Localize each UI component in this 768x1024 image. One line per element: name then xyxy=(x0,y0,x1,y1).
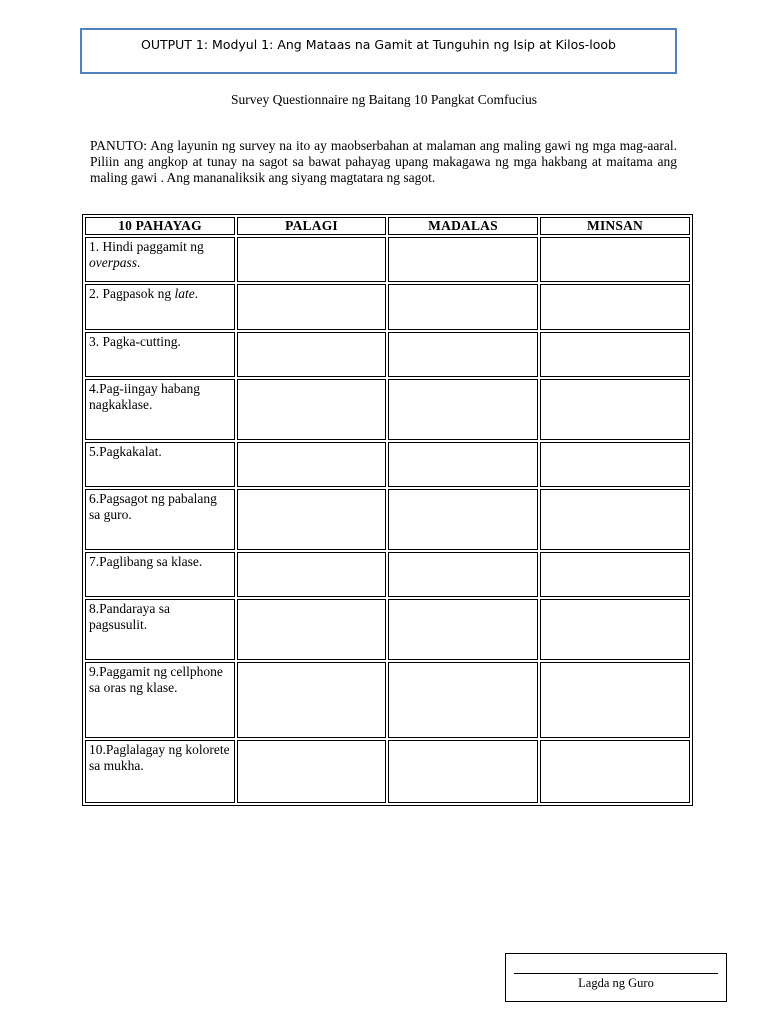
table-header-row xyxy=(85,217,690,235)
palagi-answer-cell[interactable] xyxy=(237,662,386,738)
madalas-answer-cell[interactable] xyxy=(388,332,538,377)
minsan-answer-cell[interactable] xyxy=(540,662,690,738)
statement-italic-text: late xyxy=(174,286,195,302)
statement-cell xyxy=(85,332,235,377)
madalas-answer-cell[interactable] xyxy=(388,442,538,487)
table-row xyxy=(85,662,690,738)
madalas-answer-cell[interactable] xyxy=(388,284,538,329)
signature-box xyxy=(505,953,727,1002)
statement-text: 6.Pagsagot ng pabalang sa guro. xyxy=(89,491,217,523)
statement-text: . xyxy=(137,255,141,270)
table-row xyxy=(85,284,690,329)
table-row xyxy=(85,332,690,377)
signature-line xyxy=(514,973,718,974)
palagi-answer-cell[interactable] xyxy=(237,237,386,282)
minsan-answer-cell[interactable] xyxy=(540,740,690,803)
header-palagi: PALAGI xyxy=(237,217,386,235)
table-row xyxy=(85,489,690,550)
survey-table xyxy=(82,214,693,806)
statement-cell xyxy=(85,284,235,329)
minsan-answer-cell[interactable] xyxy=(540,599,690,660)
madalas-answer-cell[interactable] xyxy=(388,552,538,597)
header-madalas: MADALAS xyxy=(388,217,538,235)
header-title: OUTPUT 1: Modyul 1: Ang Mataas na Gamit at Tunguhin ng Isip at Kilos-loob xyxy=(140,37,616,52)
statement-cell xyxy=(85,379,235,440)
madalas-answer-cell[interactable] xyxy=(388,740,538,803)
table-row xyxy=(85,552,690,597)
statement-text: . xyxy=(194,286,199,302)
statement-cell xyxy=(85,662,235,738)
minsan-answer-cell[interactable] xyxy=(540,284,690,329)
statement-text: 2. Pagpasok ng xyxy=(89,286,175,302)
minsan-answer-cell[interactable] xyxy=(540,237,690,282)
minsan-answer-cell[interactable] xyxy=(540,379,690,440)
palagi-answer-cell[interactable] xyxy=(237,740,386,803)
header-pahayag: 10 PAHAYAG xyxy=(85,217,235,235)
palagi-answer-cell[interactable] xyxy=(237,332,386,377)
madalas-answer-cell[interactable] xyxy=(388,662,538,738)
statement-text: 8.Pandaraya sa pagsusulit. xyxy=(89,601,170,633)
statement-text: 10.Paglalagay ng kolorete sa mukha. xyxy=(89,742,230,774)
minsan-answer-cell[interactable] xyxy=(540,332,690,377)
statement-text: 4.Pag-iingay habang nagkaklase. xyxy=(89,380,200,412)
survey-title: Survey Questionnaire ng Baitang 10 Pangkat Comfucius xyxy=(231,92,537,107)
statement-text: 5.Pagkakalat. xyxy=(89,443,162,459)
statement-cell xyxy=(85,237,235,282)
statement-cell xyxy=(85,442,235,487)
madalas-answer-cell[interactable] xyxy=(388,599,538,660)
statement-cell xyxy=(85,552,235,597)
statement-text: 1. Hindi paggamit ng xyxy=(89,239,204,254)
table-row xyxy=(85,442,690,487)
statement-text: 9.Paggamit ng cellphone sa oras ng klase. xyxy=(89,663,223,695)
statement-italic-text: overpass xyxy=(89,255,137,270)
table-row xyxy=(85,379,690,440)
table-row xyxy=(85,237,690,282)
palagi-answer-cell[interactable] xyxy=(237,599,386,660)
table-body xyxy=(85,237,690,803)
madalas-answer-cell[interactable] xyxy=(388,237,538,282)
statement-cell xyxy=(85,489,235,550)
minsan-answer-cell[interactable] xyxy=(540,442,690,487)
header-minsan: MINSAN xyxy=(540,217,690,235)
palagi-answer-cell[interactable] xyxy=(237,379,386,440)
statement-cell xyxy=(85,740,235,803)
statement-text: 3. Pagka-cutting. xyxy=(89,333,181,349)
palagi-answer-cell[interactable] xyxy=(237,552,386,597)
madalas-answer-cell[interactable] xyxy=(388,489,538,550)
palagi-answer-cell[interactable] xyxy=(237,442,386,487)
instructions-paragraph: PANUTO: Ang layunin ng survey na ito ay maobserbahan at malaman ang maling gawi ng mga mag-aaral. Piliin ang angkop at tunay na sagot sa bawat pahayag upang makagawa ng mga hakbang at maitama ang maling gawi . Ang mananaliksik ang siyang magtatara ng sagot. xyxy=(90,138,677,186)
minsan-answer-cell[interactable] xyxy=(540,489,690,550)
madalas-answer-cell[interactable] xyxy=(388,379,538,440)
signature-label: Lagda ng Guro xyxy=(578,976,654,990)
palagi-answer-cell[interactable] xyxy=(237,489,386,550)
table-row xyxy=(85,740,690,803)
palagi-answer-cell[interactable] xyxy=(237,284,386,329)
statement-text: 7.Paglibang sa klase. xyxy=(89,553,203,569)
table-row xyxy=(85,599,690,660)
minsan-answer-cell[interactable] xyxy=(540,552,690,597)
statement-cell xyxy=(85,599,235,660)
header-box xyxy=(80,28,677,74)
